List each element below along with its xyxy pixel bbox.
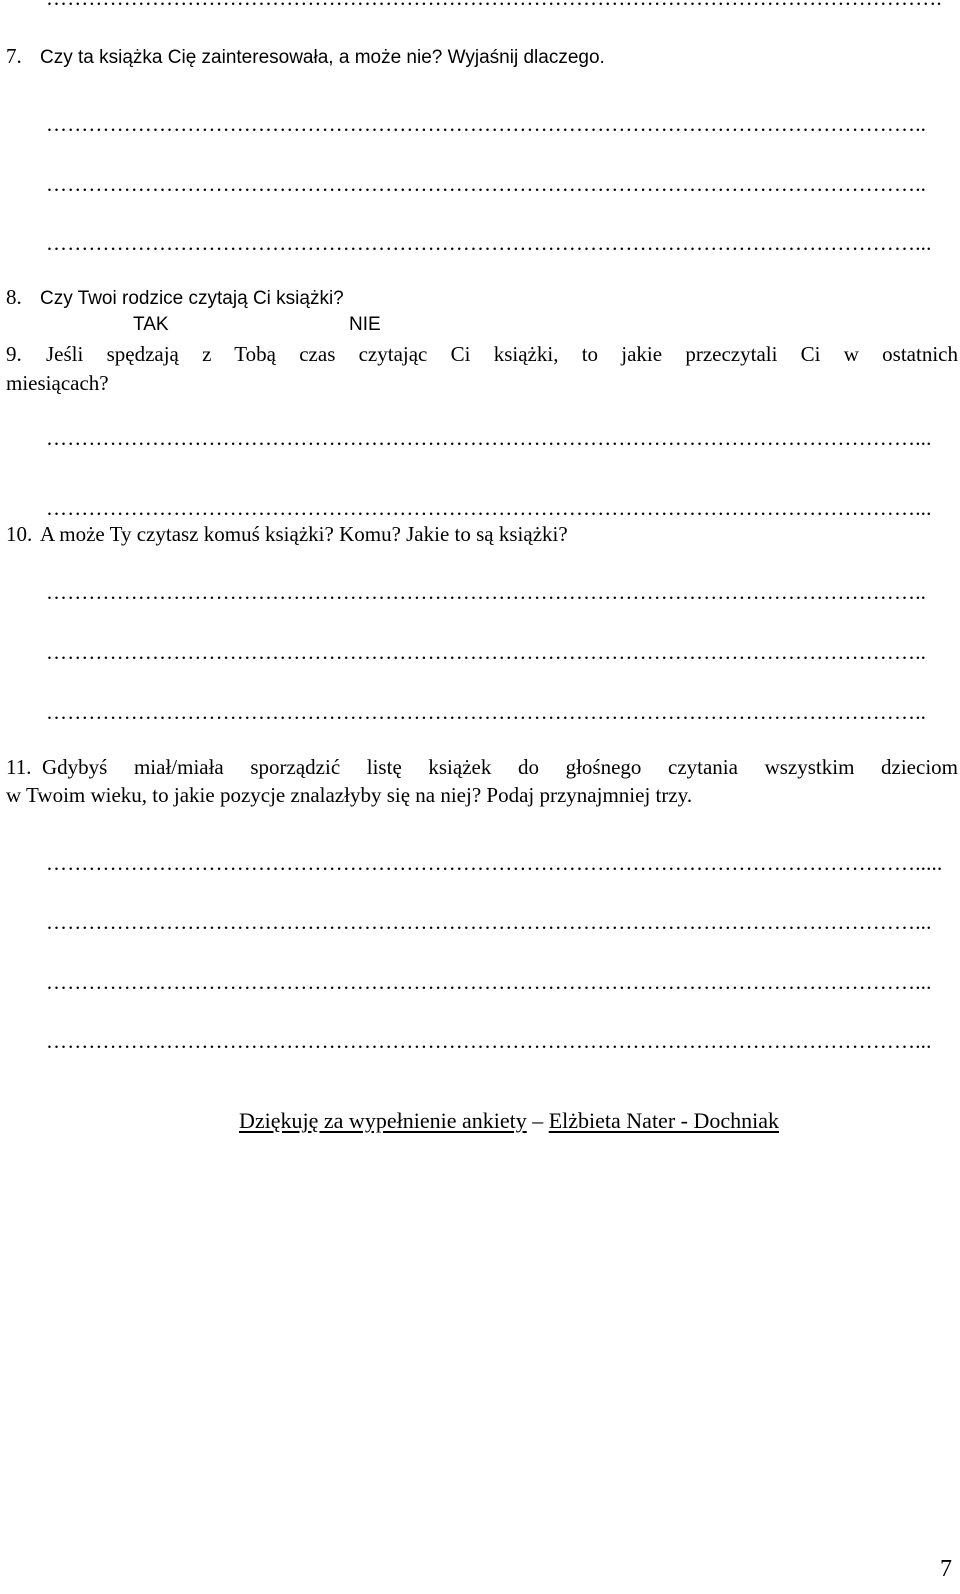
question-7 <box>6 44 605 70</box>
question-10 <box>6 522 568 546</box>
question-9-number: 9. <box>6 342 22 366</box>
page-number: 7 <box>940 1556 952 1582</box>
answer-line[interactable]: …………………………………………………………………………………………………………….. <box>46 580 927 604</box>
answer-line[interactable]: ……………………………………………………………………………………………………………... <box>46 426 932 450</box>
footer-thanks <box>239 1108 779 1134</box>
answer-line[interactable]: ……………………………………………………………………………………………………………... <box>46 496 932 520</box>
answer-line[interactable]: ……………………………………………………………………………………………………………... <box>46 910 932 934</box>
answer-line[interactable]: ……………………………………………………………………………………………………………... <box>46 1029 932 1053</box>
question-11-text-line2: w Twoim wieku, to jakie pozycje znalazłyby się na niej? Podaj przynajmniej trzy. <box>6 783 693 807</box>
answer-line[interactable]: ……………………………………………………………………………………………………………... <box>46 231 932 255</box>
question-9-text-line1: Jeśli spędzają z Tobą czas czytając Ci książki, to jakie przeczytali Ci w ostatnich <box>46 342 958 366</box>
question-text: A może Ty czytasz komuś książki? Komu? Jakie to są książki? <box>40 522 568 546</box>
footer-dash: – <box>532 1108 544 1133</box>
thanks-text: Dziękuję za wypełnienie ankiety <box>239 1108 527 1133</box>
question-text: Czy Twoi rodzice czytają Ci książki? <box>40 288 344 309</box>
question-11-text-line1: Gdybyś miał/miała sporządzić listę książek do głośnego czytania wszystkim dzieciom <box>42 755 958 779</box>
option-nie[interactable]: NIE <box>349 314 381 335</box>
option-tak[interactable]: TAK <box>133 314 169 335</box>
question-number: 8. <box>6 285 22 309</box>
answer-line[interactable]: …………………………………………………………………………………………………………….. <box>46 700 927 724</box>
author-name: Elżbieta Nater - Dochniak <box>548 1108 779 1133</box>
question-number: 10. <box>6 522 33 546</box>
answer-line[interactable]: ……………………………………………………………………………………………………………..... <box>46 851 943 875</box>
answer-line <box>46 0 958 12</box>
answer-line[interactable]: …………………………………………………………………………………………………………….. <box>46 112 927 136</box>
answer-line[interactable]: …………………………………………………………………………………………………………….. <box>46 172 927 196</box>
answer-line[interactable]: …………………………………………………………………………………………………………….. <box>46 640 927 664</box>
question-9-text-line2: miesiącach? <box>6 371 109 395</box>
answer-line[interactable]: ……………………………………………………………………………………………………………... <box>46 970 932 994</box>
question-11-number: 11. <box>6 755 32 779</box>
question-8 <box>6 285 344 311</box>
question-text: Czy ta książka Cię zainteresowała, a może nie? Wyjaśnij dlaczego. <box>40 47 605 68</box>
question-number: 7. <box>6 44 22 68</box>
